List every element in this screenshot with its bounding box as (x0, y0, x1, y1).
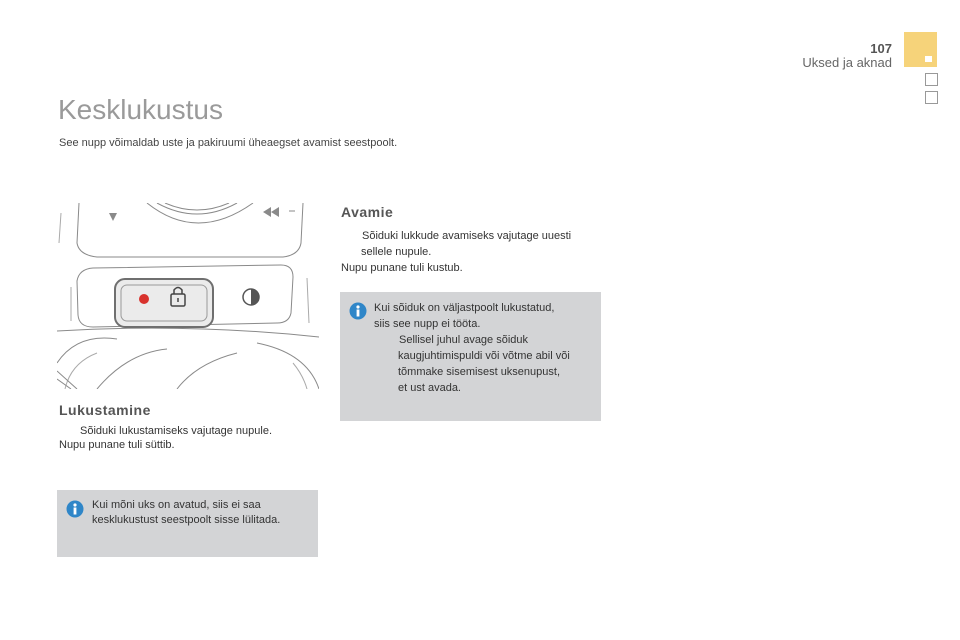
unlocking-info-box (340, 292, 601, 421)
locking-heading: Lukustamine (59, 402, 151, 418)
bullet-icon (374, 332, 399, 348)
unlocking-result: Nupu punane tuli kustub. (341, 262, 463, 274)
unlocking-heading: Avamie (341, 204, 394, 220)
chapter-tab[interactable] (925, 73, 938, 86)
info-icon (66, 500, 84, 518)
chapter-tab-active[interactable] (904, 32, 937, 67)
chapter-tab[interactable] (925, 91, 938, 104)
unlocking-bullet-line: sellele nupule. (361, 246, 432, 258)
bullet-icon (59, 424, 80, 438)
locking-info-line: kesklukustust seestpoolt sisse lülitada. (92, 514, 281, 526)
unlocking-text (341, 228, 603, 276)
unlocking-info-line: Kui sõiduk on väljastpoolt lukustatud, (374, 302, 555, 314)
section-name: Uksed ja aknad (802, 55, 892, 70)
bullet-icon (341, 228, 362, 244)
info-icon (349, 302, 367, 320)
unlocking-bullet-line: Sõiduki lukkude avamiseks vajutage uuesti (362, 230, 572, 242)
locking-text (59, 424, 309, 452)
page-number: 107 (870, 41, 892, 56)
unlocking-info-line: siis see nupp ei tööta. (374, 318, 481, 330)
central-locking-button-illustration (57, 203, 319, 389)
locking-info-line: Kui mõni uks on avatud, siis ei saa (92, 499, 261, 511)
locking-info-box (57, 490, 318, 557)
intro-text: See nupp võimaldab uste ja pakiruumi üheaegset avamist seestpoolt. (59, 137, 398, 149)
unlocking-info-bullet-line: Sellisel juhul avage sõiduk (399, 334, 529, 346)
locking-result: Nupu punane tuli süttib. (59, 439, 175, 451)
tab-marker (925, 56, 932, 62)
locking-bullet-text: Sõiduki lukustamiseks vajutage nupule. (80, 425, 273, 437)
unlocking-info-bullet-line: tõmmake sisemisest uksenupust, (398, 366, 561, 378)
page-title: Kesklukustus (58, 94, 223, 125)
unlocking-info-bullet-line: et ust avada. (398, 382, 461, 394)
unlocking-info-bullet-line: kaugjuhtimispuldi või võtme abil või (398, 350, 570, 362)
